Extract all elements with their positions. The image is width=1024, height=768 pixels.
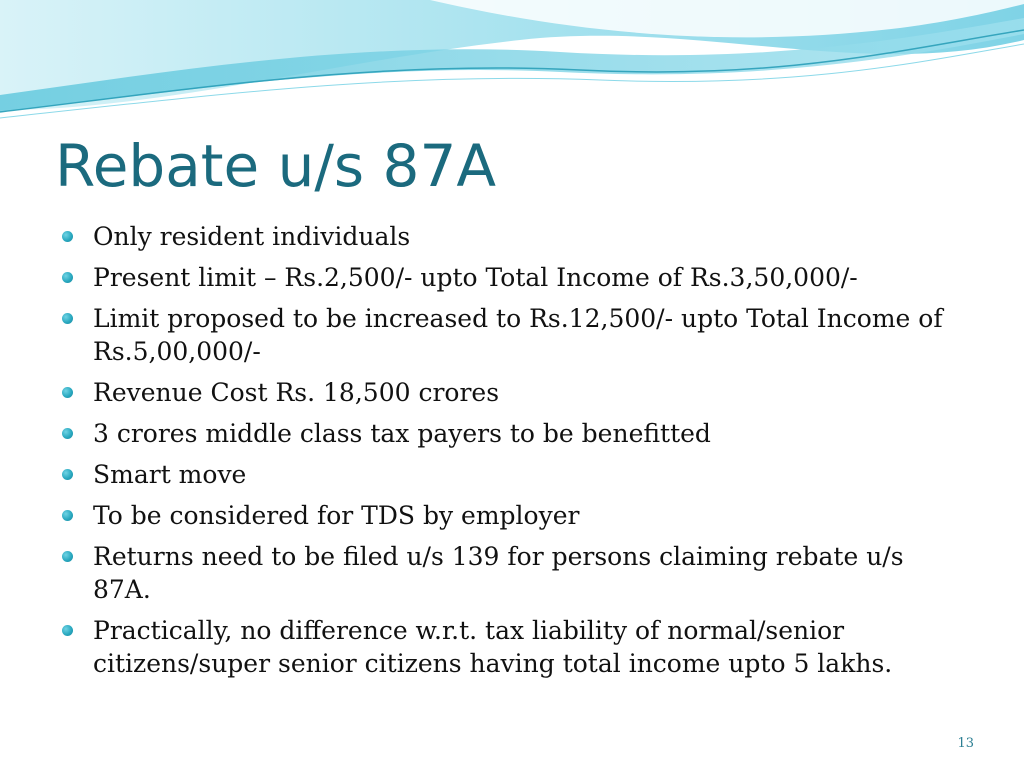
- bullet-text: Limit proposed to be increased to Rs.12,500/- upto Total Income of Rs.5,00,000/-: [93, 304, 943, 366]
- bullet-text: Only resident individuals: [93, 222, 411, 251]
- bullet-dot-icon: [62, 272, 73, 283]
- bullet-item: [62, 220, 962, 253]
- bullet-dot-icon: [62, 231, 73, 242]
- bullet-dot-icon: [62, 469, 73, 480]
- bullet-text: 3 crores middle class tax payers to be benefitted: [93, 419, 711, 448]
- bullet-item: [62, 302, 962, 368]
- bullet-dot-icon: [62, 510, 73, 521]
- bullet-text: Present limit – Rs.2,500/- upto Total Income of Rs.3,50,000/-: [93, 263, 858, 292]
- bullet-dot-icon: [62, 387, 73, 398]
- bullet-item: [62, 540, 962, 606]
- bullet-item: [62, 499, 962, 532]
- slide-title: Rebate u/s 87A: [55, 132, 497, 200]
- bullet-item: [62, 261, 962, 294]
- wave-header-decoration: [0, 0, 1024, 130]
- bullet-text: To be considered for TDS by employer: [93, 501, 580, 530]
- bullet-dot-icon: [62, 625, 73, 636]
- bullet-list: [62, 220, 962, 688]
- bullet-text: Smart move: [93, 460, 247, 489]
- page-number: 13: [957, 736, 974, 751]
- bullet-text: Practically, no difference w.r.t. tax liability of normal/senior citizens/super senior citizens having total income upto 5 lakhs.: [93, 616, 893, 678]
- bullet-text: Revenue Cost Rs. 18,500 crores: [93, 378, 500, 407]
- bullet-item: [62, 376, 962, 409]
- bullet-item: [62, 614, 962, 680]
- bullet-dot-icon: [62, 313, 73, 324]
- bullet-dot-icon: [62, 551, 73, 562]
- bullet-dot-icon: [62, 428, 73, 439]
- bullet-text: Returns need to be filed u/s 139 for persons claiming rebate u/s 87A.: [93, 542, 904, 604]
- bullet-item: [62, 458, 962, 491]
- bullet-item: [62, 417, 962, 450]
